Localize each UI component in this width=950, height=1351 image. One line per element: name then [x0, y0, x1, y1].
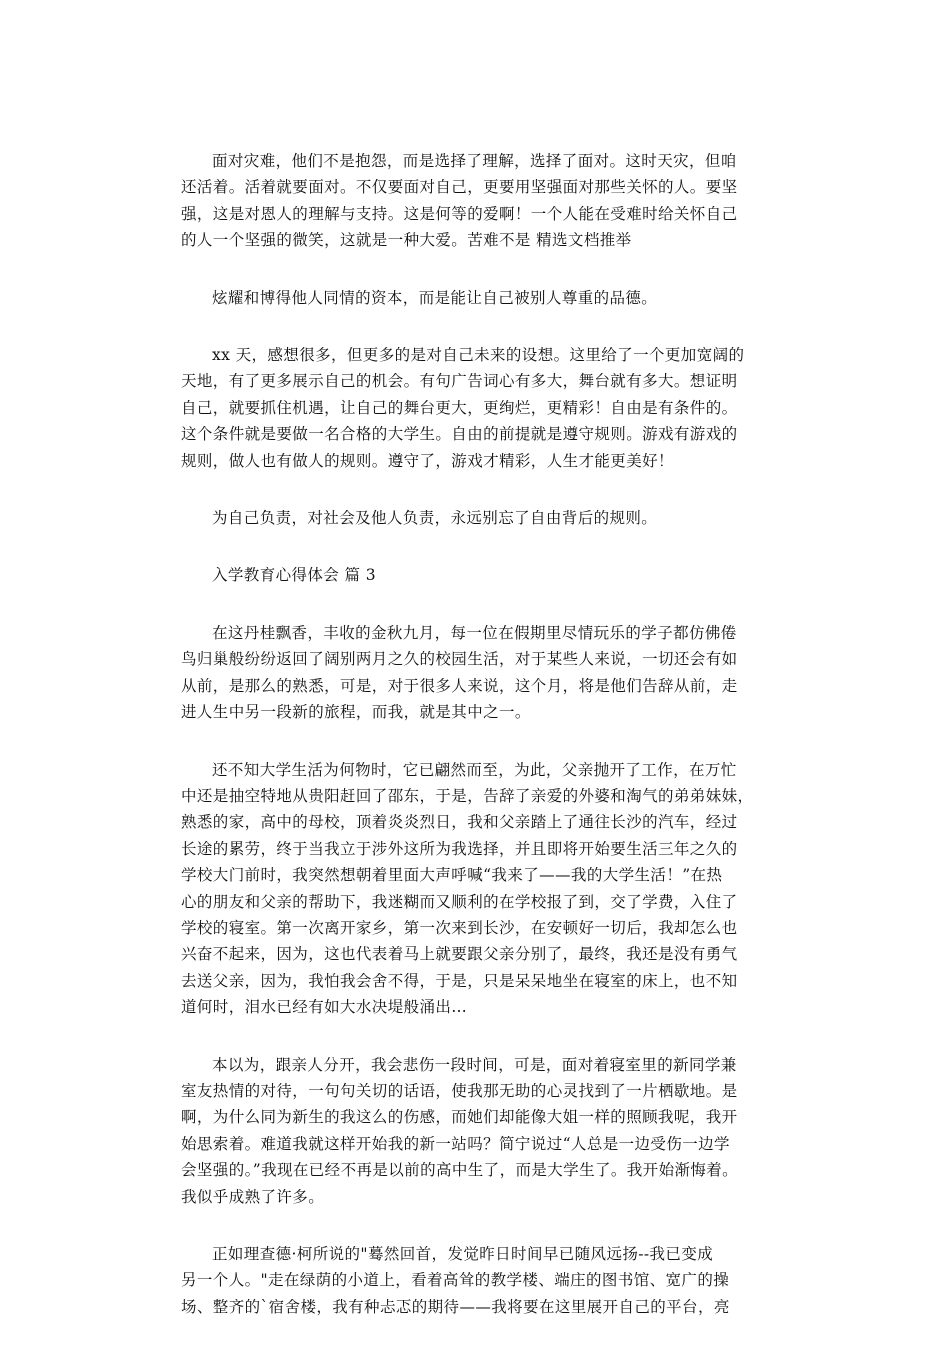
paragraph — [181, 757, 771, 1021]
paragraph-line: 还不知大学生活为何物时，它已翩然而至，为此，父亲抛开了工作，在万忙 — [212, 760, 737, 779]
section-heading: 入学教育心得体会 篇 3 — [212, 566, 377, 585]
paragraph-line: 场、整齐的`宿舍楼，我有种忐忑的期待——我将要在这里展开自己的平台，亮 — [181, 1297, 730, 1316]
paragraph — [181, 148, 771, 254]
paragraph-line: 兴奋不起来，因为，这也代表着马上就要跟父亲分别了，最终，我还是没有勇气 — [181, 945, 738, 964]
paragraph-line: 面对灾难，他们不是抱怨，而是选择了理解，选择了面对。这时天灾，但咱 — [212, 152, 737, 170]
paragraph-line: 正如理查德·柯所说的"蓦然回首，发觉昨日时间早已随风远扬--我已变成 — [212, 1245, 714, 1263]
paragraph-line: 天地，有了更多展示自己的机会。有句广告词心有多大，舞台就有多大。想证明 — [181, 372, 738, 391]
paragraph-line: 学校的寝室。第一次离开家乡，第一次来到长沙，在安顿好一切后，我却怎么也 — [181, 918, 738, 937]
paragraph-line: 心的朋友和父亲的帮助下，我迷糊而又顺利的在学校报了到，交了学费，入住了 — [181, 892, 738, 911]
paragraph-line: 炫耀和博得他人同情的资本，而是能让自己被别人尊重的品德。 — [212, 288, 658, 307]
paragraph-line: 为自己负责，对社会及他人负责，永远别忘了自由背后的规则。 — [212, 509, 658, 528]
paragraph-line: 鸟归巢般纷纷返回了阔别两月之久的校园生活，对于某些人来说，一切还会有如 — [181, 650, 738, 669]
paragraph-line: 去送父亲，因为，我怕我会舍不得，于是，只是呆呆地坐在寝室的床上，也不知 — [181, 971, 738, 990]
document-body — [181, 148, 771, 1351]
paragraph-line: 长途的累劳，终于当我立于涉外这所为我选择，并且即将开始要生活三年之久的 — [181, 839, 738, 858]
paragraph-line: 本以为，跟亲人分开，我会悲伤一段时间，可是，面对着寝室里的新同学兼 — [212, 1055, 737, 1074]
paragraph-line: 的人一个坚强的微笑，这就是一种大爱。苦难不是 精选文档推举 — [181, 231, 632, 250]
paragraph-line: 学校大门前时，我突然想朝着里面大声呼喊“我来了——我的大学生活！”在热 — [181, 866, 723, 885]
paragraph-line: 室友热情的对待，一句句关切的话语，使我那无助的心灵找到了一片栖歇地。是 — [181, 1081, 738, 1100]
paragraph-line: 会坚强的。”我现在已经不再是以前的高中生了，而是大学生了。我开始渐悔着。 — [181, 1161, 739, 1180]
paragraph-line: 熟悉的家，高中的母校，顶着炎炎烈日，我和父亲踏上了通往长沙的汽车，经过 — [181, 813, 738, 832]
paragraph-line: 从前，是那么的熟悉，可是，对于很多人来说，这个月，将是他们告辞从前，走 — [181, 676, 738, 695]
paragraph-line: xx 天，感想很多，但更多的是对自己未来的设想。这里给了一个更加宽阔的 — [212, 346, 745, 365]
paragraph-line: 我似乎成熟了许多。 — [181, 1187, 325, 1206]
paragraph-line: 中还是抽空特地从贵阳赶回了邵东，于是，告辞了亲爱的外婆和淘气的弟弟妹妹， — [181, 786, 754, 805]
paragraph — [181, 285, 771, 311]
paragraph — [181, 1052, 771, 1210]
paragraph-line: 强，这是对恩人的理解与支持。这是何等的爱啊！一个人能在受难时给关怀自己 — [181, 204, 738, 223]
paragraph — [181, 342, 771, 474]
paragraph-line: 在这丹桂飘香，丰收的金秋九月，每一位在假期里尽情玩乐的学子都仿佛倦 — [212, 623, 737, 642]
paragraph — [181, 1241, 771, 1320]
paragraph-line: 自己，就要抓住机遇，让自己的舞台更大，更绚烂，更精彩！自由是有条件的。 — [181, 398, 738, 417]
paragraph-line: 啊，为什么同为新生的我这么的伤感，而她们却能像大姐一样的照顾我呢，我开 — [181, 1108, 738, 1127]
paragraph-line: 道何时，泪水已经有如大水决堤般涌出… — [181, 998, 468, 1017]
paragraph-line: 始思索着。难道我就这样开始我的新一站吗？简宁说过“人总是一边受伤一边学 — [181, 1134, 730, 1153]
paragraph-line: 规则，做人也有做人的规则。遵守了，游戏才精彩，人生才能更美好！ — [181, 451, 674, 470]
paragraph-line: 还活着。活着就要面对。不仅要面对自己，更要用坚强面对那些关怀的人。要坚 — [181, 178, 738, 197]
paragraph-line: 另一个人。"走在绿荫的小道上，看着高耸的教学楼、端庄的图书馆、宽广的操 — [181, 1271, 730, 1290]
paragraph — [181, 620, 771, 726]
paragraph — [181, 505, 771, 531]
paragraph-line: 这个条件就是要做一名合格的大学生。自由的前提就是遵守规则。游戏有游戏的 — [181, 425, 738, 444]
paragraph-line: 进人生中另一段新的旅程，而我，就是其中之一。 — [181, 703, 531, 722]
